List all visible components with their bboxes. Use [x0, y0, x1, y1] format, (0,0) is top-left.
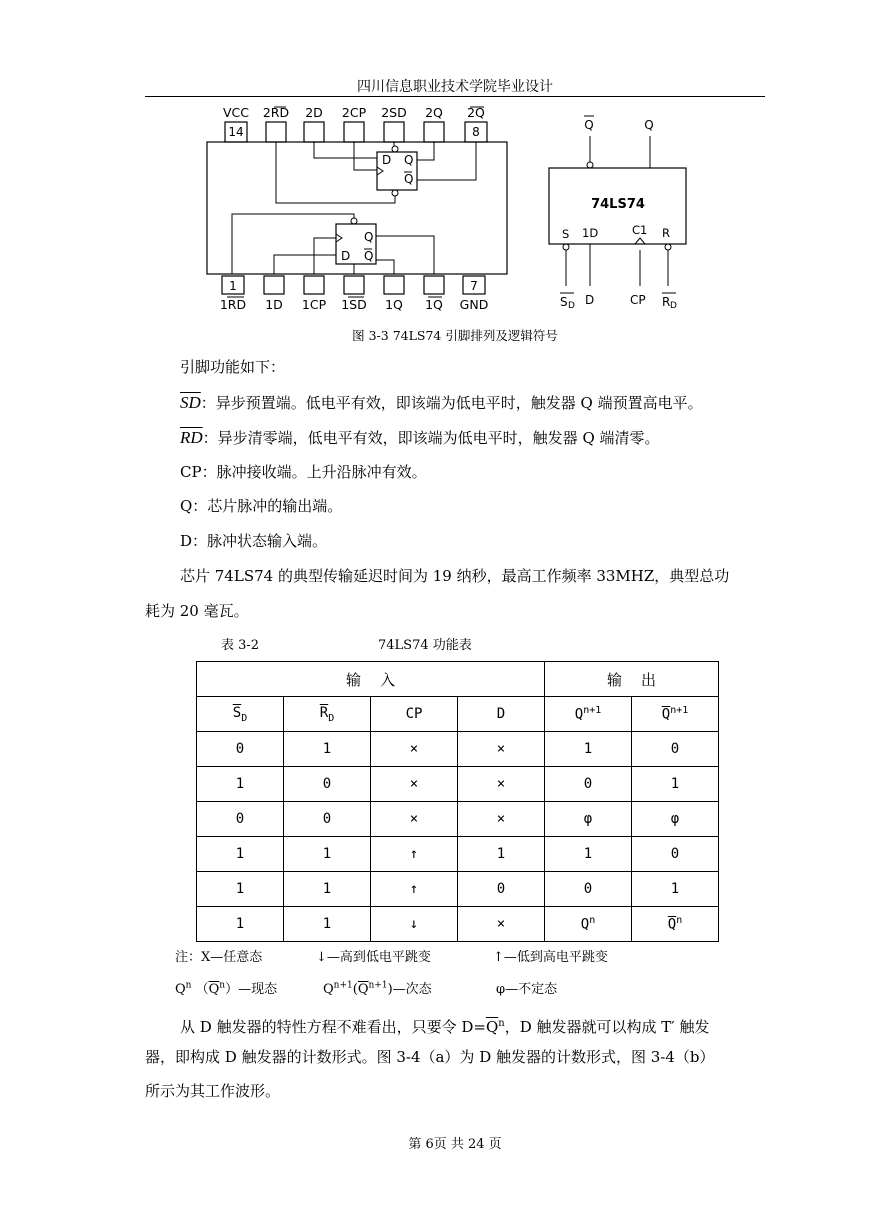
symbol-sd-sub: D: [568, 301, 575, 311]
table-number: 表 3-2: [221, 638, 260, 653]
table-row: 0 1 × × 1 0: [197, 732, 719, 767]
pin-1-number: 1: [229, 279, 237, 293]
symbol-title: 74LS74: [591, 197, 645, 212]
d-description: D：脉冲状态输入端。: [180, 532, 328, 550]
tail-line-2: 器，即构成 D 触发器的计数形式。图 3-4（a）为 D 触发器的计数形式，图 3-4（b）: [145, 1048, 715, 1066]
cell-qn: $Q^n$: [545, 907, 632, 942]
paragraph-line-1: 芯片 74LS74 的典型传输延迟时间为 19 纳秒，最高工作频率 33MHZ，典型总功: [180, 567, 730, 585]
q-description: Q：芯片脉冲的输出端。: [180, 497, 343, 515]
ff1-q-label: Q: [364, 230, 374, 244]
pin-label-1qbar: 1Q: [425, 297, 443, 312]
cp-description: CP：脉冲接收端。上升沿脉冲有效。: [180, 463, 427, 481]
pin-label-2rd: 2RD: [262, 105, 290, 120]
symbol-c1-in: C1: [632, 223, 648, 237]
paragraph-line-2: 耗为 20 毫瓦。: [145, 602, 249, 620]
table-row: 1 1 ↑ 0 0 1: [197, 872, 719, 907]
pin-label-2qbar: 2Q: [467, 105, 485, 120]
output-group-header: 输 出: [545, 662, 719, 697]
page-header: 四川信息职业技术学院毕业设计: [357, 79, 553, 95]
symbol-cp-label: CP: [630, 293, 646, 307]
tail-line-3: 所示为其工作波形。: [145, 1082, 281, 1100]
figure-caption: 图 3-3 74LS74 引脚排列及逻辑符号: [352, 328, 558, 343]
symbol-r-in: R: [662, 226, 670, 240]
cell-qn-bar: $\overline{Q}^n$: [632, 907, 719, 942]
note-rising: ↑—低到高电平跳变: [493, 950, 608, 965]
pin-intro: 引脚功能如下：: [180, 358, 286, 376]
pin-label-1sd: 1SD: [341, 297, 367, 312]
symbol-d-label: D: [585, 293, 595, 307]
note-next-state: $Q^{n+1}(\overline{Q}^{n+1})—$次态: [323, 980, 432, 997]
symbol-1d-in: 1D: [582, 226, 599, 240]
pin-label-2d: 2D: [305, 105, 323, 120]
col-rd: $\overline{R}_D$: [284, 697, 371, 732]
rd-text: ：异步清零端，低电平有效，即该端为低电平时，触发器 Q 端清零。: [202, 429, 660, 447]
input-group-header: 输 入: [197, 662, 545, 697]
pin-label-vcc: VCC: [222, 105, 250, 120]
table-row: 1 1 ↑ 1 1 0: [197, 837, 719, 872]
ff2-qbar-label: Q: [404, 172, 414, 186]
rd-description: [180, 420, 805, 456]
symbol-q-output: Q: [644, 118, 654, 132]
col-sd: $\overline{S}_D$: [197, 697, 284, 732]
symbol-qbar-output: Q: [584, 118, 594, 132]
pin-8-number: 8: [472, 125, 480, 139]
table-row: 1 1 ↓ × $Q^n$ $\overline{Q}^n$: [197, 907, 719, 942]
function-table: [196, 661, 719, 942]
note-x: 注：X—任意态: [175, 950, 263, 965]
top-pins: [225, 122, 487, 142]
pin-label-2sd: 2SD: [381, 105, 407, 120]
ff2-q-label: Q: [404, 153, 414, 167]
rd-symbol: $\overline{RD}$: [180, 428, 203, 447]
symbol-sd-label: S: [560, 295, 568, 309]
sd-description: [180, 385, 805, 421]
sd-symbol: $\overline{SD}$: [180, 393, 201, 412]
col-qbar-n1: $\overline{Q}^{n+1}$: [632, 697, 719, 732]
pinout-figure: [140, 100, 760, 320]
ff2-d-label: D: [382, 153, 392, 167]
tail-line-1: 从 D 触发器的特性方程不难看出，只要令 $D=\overline{Q}^n$，D 触发器就可以构成 T′ 触发: [180, 1018, 710, 1036]
pin-label-1cp: 1CP: [301, 297, 327, 312]
pin-label-2q: 2Q: [425, 105, 443, 120]
note-falling: ↓—高到低电平跳变: [316, 950, 431, 965]
note-current-state: $Q^n$ $(\overline{Q}^n)—$现态: [175, 980, 278, 997]
page-footer: 第 6页 共 24 页: [408, 1137, 502, 1152]
pin-label-1d: 1D: [265, 297, 283, 312]
pin-7-number: 7: [470, 279, 478, 293]
ff1-d-label: D: [341, 249, 351, 263]
pin-14-number: 14: [228, 125, 244, 139]
column-header-row: [197, 697, 719, 732]
note-undefined: φ—不定态: [496, 982, 558, 997]
symbol-s-in: S: [562, 227, 570, 241]
sd-text: ：异步预置端。低电平有效，即该端为低电平时，触发器 Q 端预置高电平。: [200, 394, 703, 412]
table-row: 1 0 × × 0 1: [197, 767, 719, 802]
table-row: 0 0 × × φ φ: [197, 802, 719, 837]
pin-label-1rd: 1RD: [219, 297, 247, 312]
table-title: 74LS74 功能表: [378, 638, 472, 653]
ff1-qbar-label: Q: [364, 249, 374, 263]
header-divider: [145, 96, 765, 97]
symbol-rd-sub: D: [670, 301, 677, 311]
col-cp: CP: [371, 697, 458, 732]
pin-label-2cp: 2CP: [341, 105, 367, 120]
symbol-rd-label: R: [662, 295, 671, 309]
pin-label-1q: 1Q: [385, 297, 403, 312]
col-qn1: $Q^{n+1}$: [545, 697, 632, 732]
pin-label-gnd: GND: [459, 297, 489, 312]
col-d: D: [458, 697, 545, 732]
